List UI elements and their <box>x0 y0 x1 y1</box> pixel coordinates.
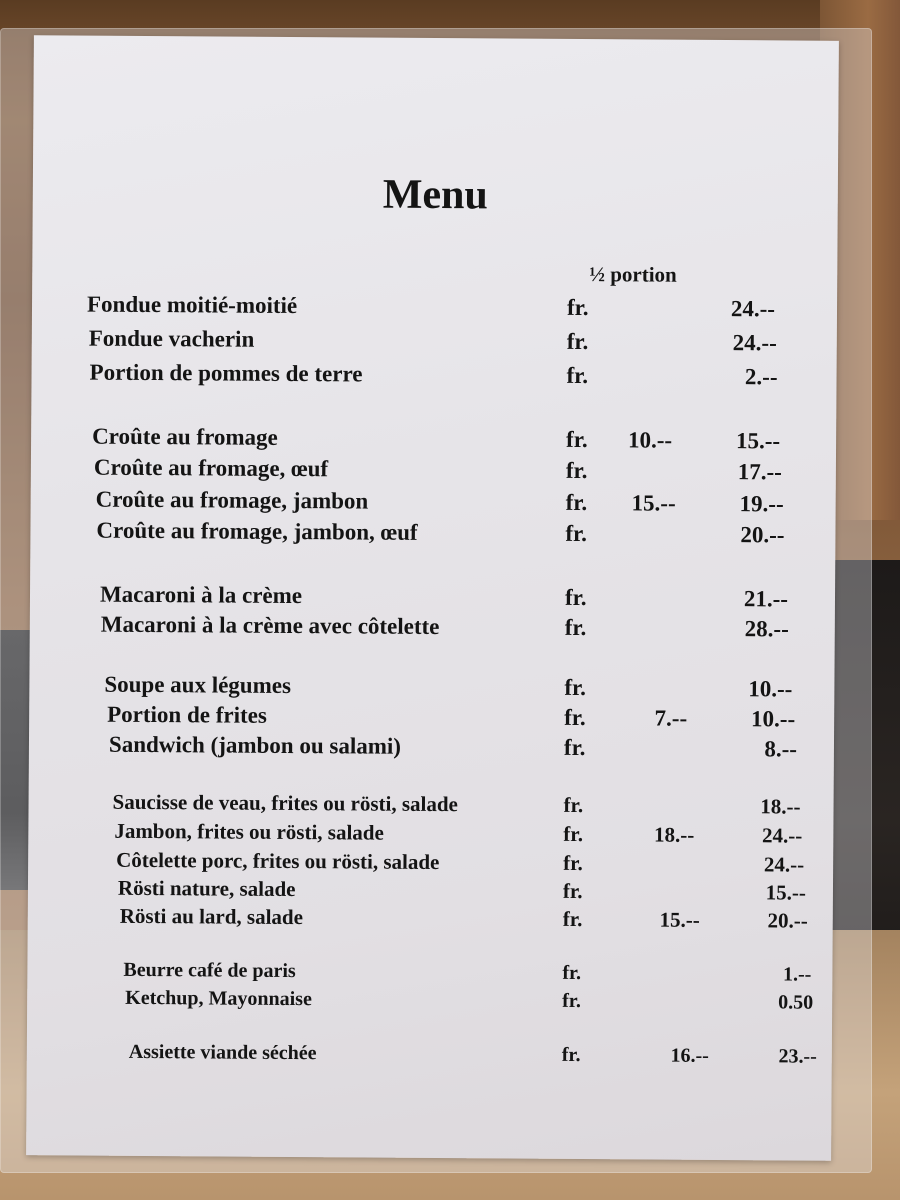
full-portion-price: 1.-- <box>782 963 812 986</box>
menu-item-row <box>104 672 844 705</box>
currency-label: fr. <box>561 1043 581 1067</box>
full-portion-price: 0.50 <box>778 991 814 1014</box>
menu-item-row <box>100 582 840 615</box>
menu-item-name: Macaroni à la crème <box>99 581 303 609</box>
menu-item-row <box>101 612 841 645</box>
menu-item-row <box>107 702 847 735</box>
menu-item-name: Sandwich (jambon ou salami) <box>108 731 402 759</box>
menu-item-row <box>96 487 836 520</box>
menu-item-name: Beurre café de paris <box>123 958 296 983</box>
menu-item-name: Soupe aux légumes <box>104 671 292 699</box>
currency-label: fr. <box>562 906 583 932</box>
menu-item-name: Assiette viande séchée <box>128 1040 317 1065</box>
menu-item-row <box>92 424 832 457</box>
half-portion-price <box>615 990 705 991</box>
currency-label: fr. <box>562 878 583 904</box>
half-portion-price: 16.-- <box>670 1044 709 1067</box>
menu-item-name: Croûte au fromage, œuf <box>93 454 329 482</box>
currency-label: fr. <box>566 362 589 389</box>
menu-item-row <box>94 455 834 488</box>
full-portion-price: 8.-- <box>764 736 798 762</box>
half-portion-price <box>590 585 680 586</box>
menu-item-row <box>89 360 829 393</box>
currency-label: fr. <box>564 584 587 611</box>
half-portion-price: 10.-- <box>627 427 673 453</box>
full-portion-price: 15.-- <box>735 428 781 454</box>
full-portion-price: 10.-- <box>750 706 796 732</box>
full-portion-price: 17.-- <box>737 459 782 485</box>
half-portion-price <box>594 675 684 676</box>
half-portion-price <box>591 615 681 616</box>
currency-label: fr. <box>564 704 586 731</box>
menu-sheet <box>26 35 839 1161</box>
menu-item-name: Rösti nature, salade <box>117 875 296 902</box>
half-portion-price <box>584 458 674 459</box>
full-portion-price: 20.-- <box>740 522 785 548</box>
half-portion-price <box>580 363 670 364</box>
full-portion-price: 24.-- <box>763 852 805 877</box>
full-portion-price: 21.-- <box>743 586 789 612</box>
half-portion-price: 15.-- <box>631 490 676 516</box>
full-portion-price: 24.-- <box>730 296 776 322</box>
menu-item-row <box>87 292 827 325</box>
currency-label: fr. <box>564 614 587 641</box>
full-portion-price: 24.-- <box>762 823 803 848</box>
half-portion-price <box>577 295 667 296</box>
full-portion-price: 18.-- <box>760 794 801 819</box>
currency-label: fr. <box>564 674 586 701</box>
currency-label: fr. <box>563 850 583 876</box>
menu-item-name: Saucisse de veau, frites ou rösti, salade <box>112 789 458 817</box>
menu-item-name: Jambon, frites ou rösti, salade <box>114 818 384 845</box>
full-portion-price: 23.-- <box>778 1045 817 1068</box>
menu-item-row <box>112 790 852 823</box>
menu-item-name: Croûte au fromage <box>92 423 278 450</box>
currency-label: fr. <box>566 328 589 355</box>
menu-item-name: Fondue moitié-moitié <box>86 291 298 319</box>
currency-label: fr. <box>565 489 588 516</box>
currency-label: fr. <box>563 734 586 761</box>
half-portion-price: 18.-- <box>654 822 695 847</box>
menu-item-row <box>89 326 829 359</box>
half-portion-price <box>599 735 689 736</box>
half-portion-price <box>603 793 693 794</box>
half-portion-header: ½ portion <box>589 262 677 287</box>
currency-label: fr. <box>565 457 588 484</box>
full-portion-price: 24.-- <box>732 330 777 356</box>
half-portion-price <box>613 962 703 963</box>
full-portion-price: 15.-- <box>765 880 807 905</box>
menu-item-name: Côtelette porc, frites ou rösti, salade <box>116 847 440 875</box>
menu-item-name: Fondue vacherin <box>88 325 255 352</box>
menu-item-row <box>114 819 854 852</box>
menu-item-row <box>125 987 865 1020</box>
full-portion-price: 10.-- <box>748 676 793 702</box>
half-portion-price <box>587 521 677 522</box>
currency-label: fr. <box>565 520 588 547</box>
currency-label: fr. <box>563 821 584 847</box>
menu-item-name: Portion de frites <box>107 701 267 728</box>
full-portion-price: 2.-- <box>744 364 778 390</box>
full-portion-price: 20.-- <box>767 908 808 933</box>
menu-item-name: Rösti au lard, salade <box>119 903 304 930</box>
currency-label: fr. <box>566 294 589 321</box>
currency-label: fr. <box>563 792 584 818</box>
menu-item-row <box>109 732 849 765</box>
half-portion-price: 7.-- <box>654 705 688 731</box>
half-portion-price: 15.-- <box>659 907 700 932</box>
menu-item-name: Macaroni à la crème avec côtelette <box>100 611 440 640</box>
menu-item-name: Ketchup, Mayonnaise <box>125 986 312 1011</box>
currency-label: fr. <box>562 961 582 985</box>
half-portion-price <box>606 851 696 852</box>
full-portion-price: 19.-- <box>739 491 784 517</box>
half-portion-price <box>608 879 698 880</box>
menu-item-name: Croûte au fromage, jambon, œuf <box>96 517 418 545</box>
full-portion-price: 28.-- <box>744 616 789 642</box>
currency-label: fr. <box>562 989 581 1013</box>
menu-item-row <box>96 518 836 551</box>
half-portion-price <box>579 329 669 330</box>
menu-title: Menu <box>382 171 488 219</box>
menu-item-row <box>129 1041 869 1074</box>
menu-item-row <box>120 904 860 937</box>
menu-item-name: Croûte au fromage, jambon <box>95 486 369 514</box>
currency-label: fr. <box>566 426 588 453</box>
menu-item-name: Portion de pommes de terre <box>89 359 363 387</box>
